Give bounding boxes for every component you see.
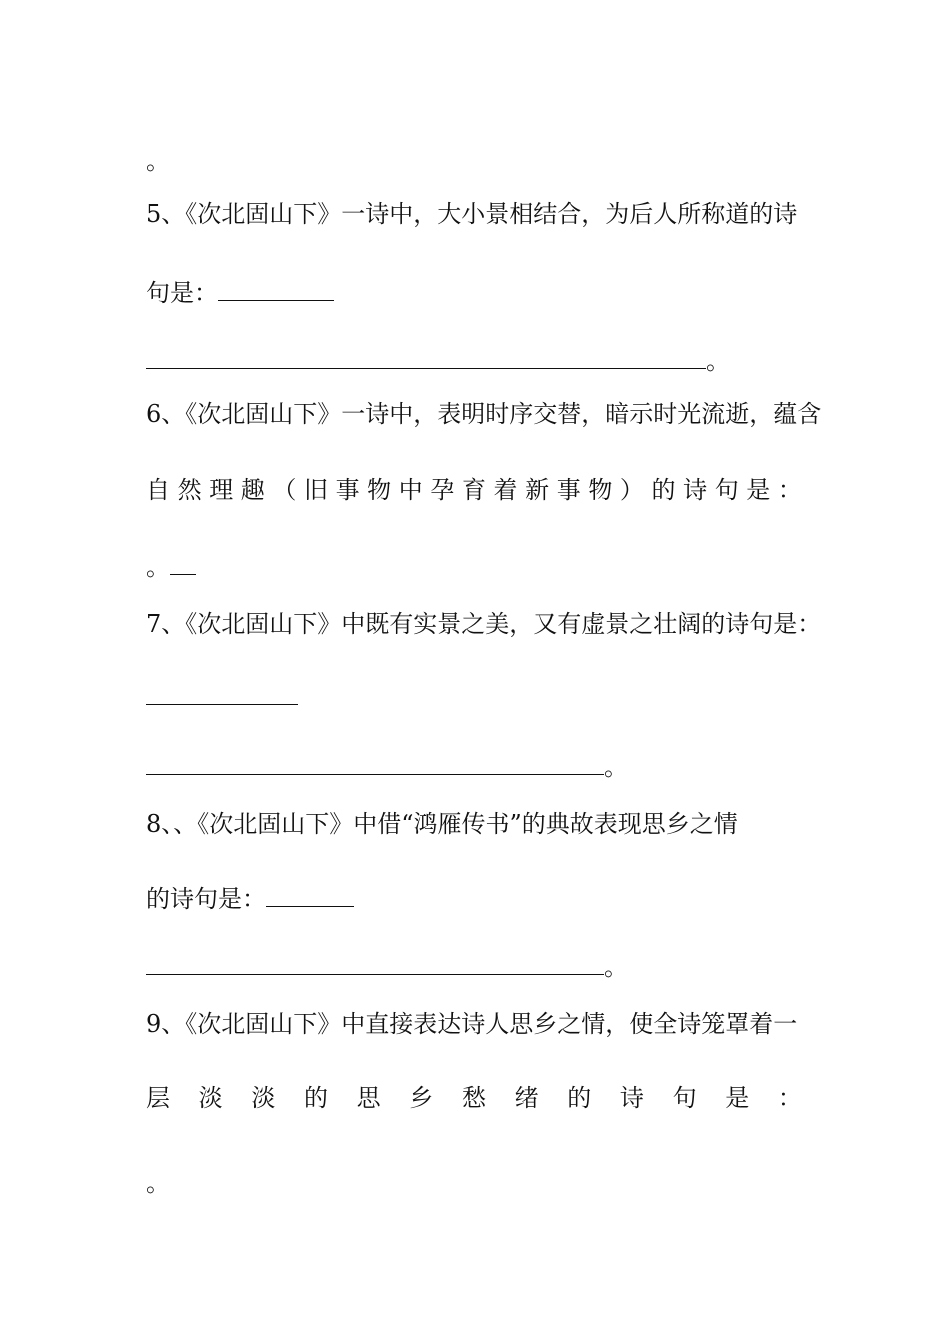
answer-blank[interactable]: [170, 544, 196, 575]
question-8-line-1: 8、、《次北固山下》中借“鸿雁传书”的典故表现思乡之情: [146, 810, 738, 838]
question-5-line-1: 5、《次北固山下》一诗中，大小景相结合，为后人所称道的诗: [146, 200, 798, 228]
question-6-answer-line: [146, 544, 196, 584]
answer-blank[interactable]: [146, 338, 706, 369]
char: （: [272, 476, 297, 504]
char: 旧: [303, 476, 328, 504]
char: 愁: [461, 1084, 486, 1112]
char: 是: [725, 1084, 750, 1112]
question-7-answer-line: [146, 744, 628, 784]
char: 事: [335, 476, 360, 504]
question-9-line-1: 9、《次北固山下》中直接表达诗人思乡之情，使全诗笼罩着一: [146, 1010, 798, 1038]
period: 。: [706, 347, 730, 375]
char: 育: [461, 476, 486, 504]
char: 孕: [430, 476, 455, 504]
question-7-line-1: 7、《次北固山下》中既有实景之美，又有虚景之壮阔的诗句是：: [146, 610, 822, 638]
char: 诗: [619, 1084, 644, 1112]
char: 思: [356, 1084, 381, 1112]
period: 。: [146, 1169, 170, 1197]
char: 理: [209, 476, 234, 504]
prev-answer-line: [146, 138, 170, 178]
char: 物: [367, 476, 392, 504]
char: 乡: [409, 1084, 434, 1112]
char: 的: [567, 1084, 592, 1112]
question-5-answer-line: [146, 338, 730, 378]
answer-blank[interactable]: [146, 744, 604, 775]
char: 物: [588, 476, 613, 504]
answer-blank[interactable]: [146, 944, 604, 975]
answer-blank[interactable]: [218, 270, 334, 301]
question-8-line-2: [146, 876, 354, 916]
char: 的: [303, 1084, 328, 1112]
question-8-prompt: 的诗句是：: [146, 885, 266, 913]
char: 绪: [514, 1084, 539, 1112]
char: 层: [146, 1084, 170, 1112]
char: 句: [714, 476, 739, 504]
answer-blank[interactable]: [146, 674, 298, 705]
char: ）: [619, 476, 644, 504]
question-5-line-2: [146, 270, 334, 310]
period: 。: [146, 553, 170, 581]
period: 。: [604, 953, 628, 981]
char: 诗: [683, 476, 708, 504]
char: 着: [493, 476, 518, 504]
question-8-answer-line: [146, 944, 628, 984]
question-6-line-1: 6、《次北固山下》一诗中，表明时序交替，暗示时光流逝，蕴含: [146, 400, 822, 428]
period: 。: [604, 753, 628, 781]
char: 中: [398, 476, 423, 504]
char: ：: [777, 1084, 802, 1112]
char: ：: [777, 476, 802, 504]
char: 的: [651, 476, 676, 504]
question-9-answer-line: [146, 1160, 170, 1200]
period: 。: [146, 147, 170, 175]
char: 趣: [240, 476, 265, 504]
char: 新: [525, 476, 550, 504]
char: 然: [177, 476, 202, 504]
question-9-line-2: [146, 1078, 802, 1118]
char: 自: [146, 476, 170, 504]
char: 事: [556, 476, 581, 504]
char: 是: [746, 476, 771, 504]
question-7-blank-line: [146, 674, 298, 714]
answer-blank[interactable]: [266, 876, 354, 907]
question-6-line-2: [146, 470, 802, 510]
char: 淡: [198, 1084, 223, 1112]
char: 淡: [251, 1084, 276, 1112]
char: 句: [672, 1084, 697, 1112]
question-5-prompt: 句是：: [146, 279, 218, 307]
